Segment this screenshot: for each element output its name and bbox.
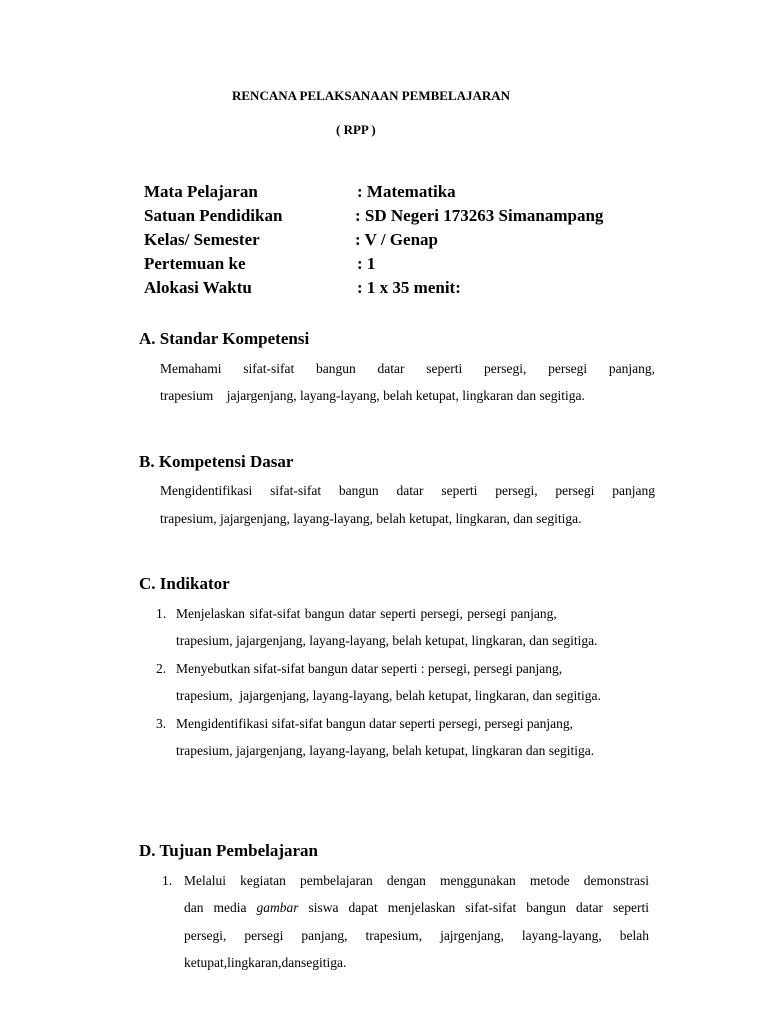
indicator-1-line-2: trapesium, jajargenjang, layang-layang, belah ketupat, lingkaran, dan segitiga. [176, 633, 598, 648]
objective-1-line-2-italic: gambar [256, 900, 299, 915]
objective-1-line-2-end: siswa dapat menjelaskan sifat-sifat bangun datar seperti [298, 900, 649, 915]
info-value-class: : V / Genap [355, 230, 438, 249]
indicator-3-line-1: Mengidentifikasi sifat-sifat bangun datar seperti persegi, persegi panjang, [176, 716, 573, 731]
info-label-class: Kelas/ Semester [144, 230, 260, 249]
section-d-heading: D. Tujuan Pembelajaran [139, 841, 318, 860]
section-a-heading: A. Standar Kompetensi [139, 329, 310, 348]
info-value-meeting: : 1 [357, 254, 376, 273]
info-label-school: Satuan Pendidikan [144, 206, 283, 225]
info-value-time: : 1 x 35 menit: [357, 278, 461, 297]
objective-1-line-2 [184, 900, 649, 916]
objective-1-line-2-start: dan media [184, 900, 257, 915]
info-label-time: Alokasi Waktu [144, 278, 252, 297]
document-subtitle: ( RPP ) [336, 122, 376, 137]
indicator-number: 2. [156, 661, 167, 676]
objective-1-line-4: ketupat,lingkaran,dansegitiga. [184, 955, 347, 970]
indicator-1-line-1: Menjelaskan sifat-sifat bangun datar seperti persegi, persegi panjang, [176, 606, 557, 621]
objective-1-line-1: Melalui kegiatan pembelajaran dengan menggunakan metode demonstrasi [184, 873, 649, 888]
section-b-heading: B. Kompetensi Dasar [139, 452, 294, 471]
info-value-school: : SD Negeri 173263 Simanampang [355, 206, 604, 225]
section-b-line-2: trapesium, jajargenjang, layang-layang, belah ketupat, lingkaran, dan segitiga. [160, 511, 582, 526]
info-label-subject: Mata Pelajaran [144, 182, 258, 201]
document-title: RENCANA PELAKSANAAN PEMBELAJARAN [232, 88, 511, 103]
indicator-2-line-1: Menyebutkan sifat-sifat bangun datar seperti : persegi, persegi panjang, [176, 661, 563, 676]
info-label-meeting: Pertemuan ke [144, 254, 246, 273]
section-a-line-1: Memahami sifat-sifat bangun datar seperti persegi, persegi panjang, [160, 361, 655, 376]
info-value-subject: : Matematika [357, 182, 456, 201]
objective-number: 1. [162, 873, 173, 888]
objective-1-line-3: persegi, persegi panjang, trapesium, jajrgenjang, layang-layang, belah [184, 928, 649, 943]
indicator-2-line-2: trapesium, jajargenjang, layang-layang, belah ketupat, lingkaran, dan segitiga. [176, 688, 601, 703]
section-a-line-2: trapesium jajargenjang, layang-layang, belah ketupat, lingkaran dan segitiga. [160, 388, 585, 403]
indicator-3-line-2: trapesium, jajargenjang, layang-layang, belah ketupat, lingkaran dan segitiga. [176, 743, 595, 758]
section-c-heading: C. Indikator [139, 574, 230, 593]
section-b-line-1: Mengidentifikasi sifat-sifat bangun datar seperti persegi, persegi panjang [160, 483, 655, 498]
indicator-number: 3. [156, 716, 167, 731]
indicator-number: 1. [156, 606, 167, 621]
